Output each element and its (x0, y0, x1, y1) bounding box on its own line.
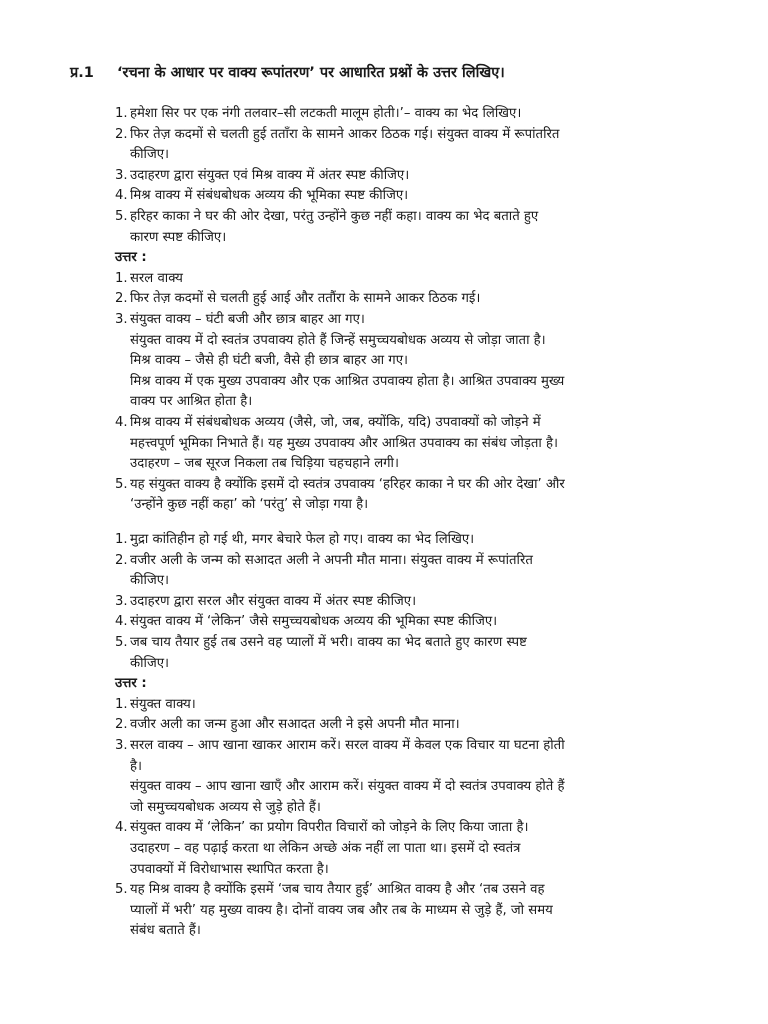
text-line: मिश्र वाक्य में संबंधबोधक अव्यय की भूमिका स्पष्ट कीजिए। (130, 188, 409, 204)
text-line: संयुक्त वाक्य में ‘लेकिन’ जैसे समुच्चयबोधक अव्यय की भूमिका स्पष्ट कीजिए। (130, 614, 498, 630)
text-line: मिश्र वाक्य में एक मुख्य उपवाक्य और एक आश्रित उपवाक्य होता है। आश्रित उपवाक्य मुख्य (130, 373, 565, 389)
text-line: जब चाय तैयार हुई तब उसने वह प्यालों में भरी। वाक्य का भेद बताते हुए कारण स्पष्ट (130, 634, 527, 650)
text-line: हमेशा सिर पर एक नंगी तलवार–सी लटकती मालूम होती।’– वाक्य का भेद लिखिए। (130, 106, 522, 121)
item-text (130, 592, 715, 613)
list-item (115, 880, 715, 942)
item-number: 4. (115, 414, 128, 430)
item-text (130, 695, 715, 716)
list-item (115, 269, 715, 290)
item-text (130, 880, 715, 942)
text-line: संयुक्त वाक्य में दो स्वतंत्र उपवाक्य होते हैं जिन्हें समुच्चयबोधक अव्यय से जोड़ा जाता है। (130, 332, 546, 348)
item-number: 5. (115, 882, 128, 898)
text-line: जो समुच्चयबोधक अव्यय से जुड़े होते हैं। (130, 799, 321, 815)
set-1-answers (115, 269, 715, 516)
item-text (130, 310, 715, 413)
item-text (130, 475, 715, 516)
list-item (115, 715, 715, 736)
list-item (115, 413, 715, 475)
item-text (130, 413, 715, 475)
text-line: कारण स्पष्ट कीजिए। (130, 229, 227, 245)
question-set-1 (115, 104, 715, 516)
item-number: 2. (115, 717, 128, 733)
text-line: कीजिए। (130, 147, 170, 163)
text-line: उदाहरण – जब सूरज निकला तब चिड़िया चहचहाने लगी। (130, 456, 399, 472)
text-line: है। (130, 758, 143, 774)
set-2-answers (115, 695, 715, 942)
text-line: संयुक्त वाक्य। (130, 696, 196, 712)
list-item (115, 736, 715, 818)
item-number: 5. (115, 476, 128, 492)
text-line: उदाहरण द्वारा सरल और संयुक्त वाक्य में अंतर स्पष्ट कीजिए। (130, 593, 417, 609)
text-line: संबंध बताते हैं। (130, 923, 201, 939)
question-set-2 (115, 530, 715, 942)
text-line: मिश्र वाक्य में संबंधबोधक अव्यय (जैसे, जो, जब, क्योंकि, यदि) उपवाक्यों को जोड़ने में (130, 414, 541, 430)
list-item (115, 186, 715, 207)
text-line: उदाहरण द्वारा संयुक्त एवं मिश्र वाक्य में अंतर स्पष्ट कीजिए। (130, 167, 410, 183)
item-text (130, 736, 715, 818)
question-title: ‘रचना के आधार पर वाक्य रूपांतरण’ पर आधारित प्रश्नों के उत्तर लिखिए। (117, 65, 505, 81)
list-item (115, 475, 715, 516)
item-number: 5. (115, 208, 128, 224)
item-text (130, 269, 715, 290)
text-line: महत्त्वपूर्ण भूमिका निभाते हैं। यह मुख्य उपवाक्य और आश्रित उपवाक्य का संबंध जोड़ता है। (130, 435, 559, 451)
item-number: 4. (115, 820, 128, 836)
text-line: फिर तेज़ कदमों से चलती हुई तताँरा के सामने आकर ठिठक गई। संयुक्त वाक्य में रूपांतरित (130, 126, 560, 142)
list-item (115, 125, 715, 166)
text-line: यह संयुक्त वाक्य है क्योंकि इसमें दो स्वतंत्र उपवाक्य ‘हरिहर काका ने घर की ओर देखा’ और (130, 476, 565, 492)
item-text (130, 166, 715, 187)
list-item (115, 551, 715, 592)
item-text (130, 186, 715, 207)
text-line: ‘उन्होंने कुछ नहीं कहा’ को ‘परंतु’ से जोड़ा गया है। (130, 497, 369, 513)
item-text (130, 633, 715, 674)
item-number: 1. (115, 532, 128, 547)
text-line: मुद्रा कांतिहीन हो गई थी, मगर बेचारे फेल हो गए। वाक्य का भेद लिखिए। (130, 532, 475, 547)
item-text (130, 207, 715, 248)
text-line: उदाहरण – वह पढ़ाई करता था लेकिन अच्छे अंक नहीं ला पाता था। इसमें दो स्वतंत्र (130, 840, 521, 856)
text-line: मिश्र वाक्य – जैसे ही घंटी बजी, वैसे ही छात्र बाहर आ गए। (130, 353, 409, 369)
text-line: उपवाक्यों में विरोधाभास स्थापित करता है। (130, 861, 329, 877)
list-item (115, 207, 715, 248)
set-1-answer-label: उत्तर : (115, 250, 147, 266)
item-text (130, 125, 715, 166)
item-text (130, 715, 715, 736)
text-line: सरल वाक्य – आप खाना खाकर आराम करें। सरल वाक्य में केवल एक विचार या घटना होती (130, 737, 565, 753)
text-line: कीजिए। (130, 573, 170, 589)
text-line: वजीर अली का जन्म हुआ और सआदत अली ने इसे अपनी मौत माना। (130, 717, 460, 733)
item-number: 5. (115, 634, 128, 650)
text-line: प्यालों में भरी’ यह मुख्य वाक्य है। दोनों वाक्य जब और तब के माध्यम से जुड़े हैं, जो समय (130, 902, 553, 918)
text-line: सरल वाक्य (130, 270, 183, 286)
item-number: 2. (115, 126, 128, 142)
item-text (130, 104, 715, 125)
item-text (130, 289, 715, 310)
item-number: 3. (115, 593, 128, 609)
item-number: 1. (115, 696, 128, 712)
set-2-answer-label: उत्तर : (115, 676, 147, 692)
list-item (115, 818, 715, 880)
set-1-questions (115, 104, 715, 248)
list-item (115, 530, 715, 551)
list-item (115, 592, 715, 613)
text-line: संयुक्त वाक्य – घंटी बजी और छात्र बाहर आ गए। (130, 311, 365, 327)
text-line: कीजिए। (130, 655, 170, 671)
item-number: 3. (115, 737, 128, 753)
item-number: 3. (115, 311, 128, 327)
text-line: फिर तेज़ कदमों से चलती हुई आई और ततौंरा के सामने आकर ठिठक गई। (130, 291, 481, 307)
question-number: प्र.1 (70, 65, 94, 81)
list-item (115, 289, 715, 310)
list-item (115, 310, 715, 413)
item-text (130, 551, 715, 592)
list-item (115, 166, 715, 187)
item-number: 2. (115, 291, 128, 307)
item-text (130, 818, 715, 880)
item-number: 4. (115, 614, 128, 630)
text-line: हरिहर काका ने घर की ओर देखा, परंतु उन्होंने कुछ नहीं कहा। वाक्य का भेद बताते हुए (130, 208, 539, 224)
text-line: संयुक्त वाक्य – आप खाना खाएँ और आराम करें। संयुक्त वाक्य में दो स्वतंत्र उपवाक्य होते हैं (130, 779, 565, 795)
list-item (115, 695, 715, 716)
list-item (115, 612, 715, 633)
text-line: यह मिश्र वाक्य है क्योंकि इसमें ‘जब चाय तैयार हुई’ आश्रित वाक्य है और ‘तब उसने वह (130, 882, 545, 898)
text-line: वजीर अली के जन्म को सआदत अली ने अपनी मौत माना। संयुक्त वाक्य में रूपांतरित (130, 552, 533, 568)
text-line: संयुक्त वाक्य में ‘लेकिन’ का प्रयोग विपरीत विचारों को जोड़ने के लिए किया जाता है। (130, 820, 529, 836)
item-number: 1. (115, 270, 128, 286)
item-number: 1. (115, 106, 128, 121)
list-item (115, 104, 715, 125)
item-number: 2. (115, 552, 128, 568)
item-text (130, 612, 715, 633)
item-number: 3. (115, 167, 128, 183)
text-line: वाक्य पर आश्रित होता है। (130, 394, 253, 410)
item-number: 4. (115, 188, 128, 204)
question-heading (70, 60, 750, 86)
item-text (130, 530, 715, 551)
list-item (115, 633, 715, 674)
set-2-questions (115, 530, 715, 674)
